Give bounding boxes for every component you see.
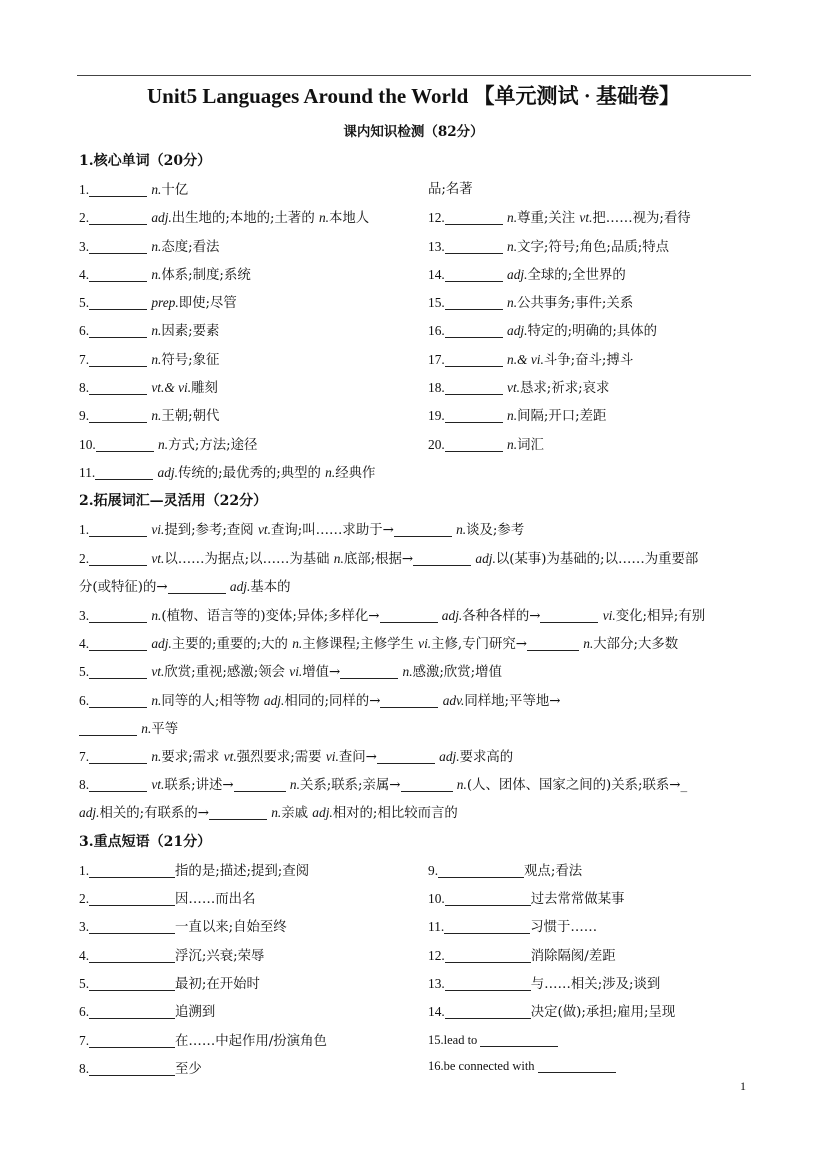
answer-blank[interactable] xyxy=(438,863,524,878)
answer-blank[interactable] xyxy=(89,664,147,679)
answer-blank[interactable] xyxy=(89,551,147,566)
answer-blank[interactable] xyxy=(413,551,471,566)
answer-blank[interactable] xyxy=(89,693,147,708)
answer-blank[interactable] xyxy=(380,608,438,623)
ext-item-3: 3. n.(植物、语言等的)变体;异体;多样化→ adj.各种各样的→ vi.变化;相异;有别 xyxy=(79,608,706,624)
core-word-item: 17. n.& vi.斗争;奋斗;搏斗 xyxy=(428,352,634,368)
answer-blank[interactable] xyxy=(89,1061,175,1076)
phrase-item: 4. 浮沉;兴衰;荣辱 xyxy=(79,948,265,964)
phrase-item: 8. 至少 xyxy=(79,1061,202,1077)
core-word-item: 1. n.十亿 xyxy=(79,182,189,198)
answer-blank[interactable] xyxy=(445,380,503,395)
phrase-item-english: 15.lead to xyxy=(428,1030,558,1050)
answer-blank[interactable] xyxy=(445,323,503,338)
ext-item-6: 6. n.同等的人;相等物 adj.相同的;同样的→ adv.同样地;平等地→ xyxy=(79,693,561,709)
core-word-item: 20. n.词汇 xyxy=(428,437,544,453)
answer-blank[interactable] xyxy=(89,608,147,623)
section-heading-core-words: 1.核心单词（20分） xyxy=(79,153,212,169)
header-rule xyxy=(77,75,751,76)
answer-blank[interactable] xyxy=(89,182,147,197)
core-word-item: 8. vt.& vi.雕刻 xyxy=(79,380,218,396)
phrase-item: 12. 消除隔阂/差距 xyxy=(428,948,616,964)
phrase-item: 5. 最初;在开始时 xyxy=(79,976,260,992)
page-title: Unit5 Languages Around the World 【单元测试 · 基础卷】 xyxy=(146,84,681,108)
answer-blank[interactable] xyxy=(209,805,267,820)
phrase-item: 7. 在……中起作用/扮演角色 xyxy=(79,1033,327,1049)
answer-blank[interactable] xyxy=(89,408,147,423)
answer-blank[interactable] xyxy=(96,437,154,452)
phrase-item: 10. 过去常常做某事 xyxy=(428,891,625,907)
answer-blank[interactable] xyxy=(89,267,147,282)
phrase-item-english: 16.be connected with xyxy=(428,1056,616,1076)
phrase-item: 14. 决定(做);承担;雇用;呈现 xyxy=(428,1004,676,1020)
answer-blank[interactable] xyxy=(89,777,147,792)
core-word-item: 9. n.王朝;朝代 xyxy=(79,408,220,424)
answer-blank[interactable] xyxy=(445,408,503,423)
answer-blank[interactable] xyxy=(89,1033,175,1048)
answer-blank[interactable] xyxy=(168,579,226,594)
core-word-item: 5. prep.即使;尽管 xyxy=(79,295,237,311)
answer-blank[interactable] xyxy=(234,777,286,792)
answer-blank[interactable] xyxy=(527,636,579,651)
section-heading-key-phrases: 3.重点短语（21分） xyxy=(79,834,212,850)
answer-blank[interactable] xyxy=(95,465,153,480)
page-number: 1 xyxy=(740,1079,746,1093)
core-word-item: 11. adj.传统的;最优秀的;典型的 n.经典作 xyxy=(79,465,376,481)
core-word-item: 6. n.因素;要素 xyxy=(79,323,220,339)
core-word-item: 7. n.符号;象征 xyxy=(79,352,220,368)
ext-item-2-cont: 分(或特征)的→ adj.基本的 xyxy=(79,579,291,595)
ext-item-4: 4. adj.主要的;重要的;大的 n.主修课程;主修学生 vi.主修,专门研究→ n.大部分;大多数 xyxy=(79,636,679,652)
core-word-item: 10. n.方式;方法;途径 xyxy=(79,437,258,453)
section-heading-extended-vocab: 2.拓展词汇—灵活用（22分） xyxy=(79,493,268,509)
answer-blank[interactable] xyxy=(445,352,503,367)
answer-blank[interactable] xyxy=(89,352,147,367)
phrase-item: 3. 一直以来;自始至终 xyxy=(79,919,287,935)
phrase-item: 13. 与……相关;涉及;谈到 xyxy=(428,976,661,992)
core-word-item: 14. adj.全球的;全世界的 xyxy=(428,267,626,283)
core-word-item: 18. vt.恳求;祈求;哀求 xyxy=(428,380,610,396)
answer-blank[interactable] xyxy=(445,891,531,906)
phrase-item: 11. 习惯于…… xyxy=(428,919,598,935)
phrase-item: 2. 因……而出名 xyxy=(79,891,256,907)
answer-blank[interactable] xyxy=(444,919,530,934)
ext-item-7: 7. n.要求;需求 vt.强烈要求;需要 vi.查问→ adj.要求高的 xyxy=(79,749,514,765)
answer-blank[interactable] xyxy=(89,380,147,395)
answer-blank[interactable] xyxy=(89,863,175,878)
answer-blank[interactable] xyxy=(79,721,137,736)
ext-item-8-cont: adj.相关的;有联系的→ n.亲戚 adj.相对的;相比较而言的 xyxy=(79,805,458,821)
core-word-item: 12. n.尊重;关注 vt.把……视为;看待 xyxy=(428,210,691,226)
answer-blank[interactable] xyxy=(540,608,598,623)
answer-blank[interactable] xyxy=(445,1004,531,1019)
answer-blank[interactable] xyxy=(445,976,531,991)
answer-blank[interactable] xyxy=(445,239,503,254)
answer-blank[interactable] xyxy=(377,749,435,764)
answer-blank[interactable] xyxy=(380,693,438,708)
answer-blank[interactable] xyxy=(445,210,503,225)
answer-blank[interactable] xyxy=(89,239,147,254)
answer-blank[interactable] xyxy=(89,1004,175,1019)
phrase-item: 6. 追溯到 xyxy=(79,1004,216,1020)
answer-blank[interactable] xyxy=(340,664,398,679)
core-word-item: 16. adj.特定的;明确的;具体的 xyxy=(428,323,658,339)
answer-blank[interactable] xyxy=(89,891,175,906)
core-word-item: 19. n.间隔;开口;差距 xyxy=(428,408,607,424)
core-word-item: 2. adj.出生地的;本地的;土著的 n.本地人 xyxy=(79,210,370,226)
core-word-item: 13. n.文字;符号;角色;品质;特点 xyxy=(428,239,670,255)
answer-blank[interactable] xyxy=(89,210,147,225)
core-word-item: 3. n.态度;看法 xyxy=(79,239,220,255)
ext-item-5: 5. vt.欣赏;重视;感激;领会 vi.增值→ n.感激;欣赏;增值 xyxy=(79,664,502,680)
answer-blank[interactable] xyxy=(445,948,531,963)
phrase-item: 9. 观点;看法 xyxy=(428,863,583,879)
core-word-item: 4. n.体系;制度;系统 xyxy=(79,267,251,283)
answer-blank[interactable] xyxy=(89,522,147,537)
page-subtitle: 课内知识检测（82分） xyxy=(343,124,484,140)
answer-blank[interactable] xyxy=(480,1032,558,1047)
answer-blank[interactable] xyxy=(89,948,175,963)
ext-item-8: 8. vt.联系;讲述→ n.关系;联系;亲属→ n.(人、团体、国家之间的)关系;联系→_ xyxy=(79,777,688,793)
answer-blank[interactable] xyxy=(445,437,503,452)
answer-blank[interactable] xyxy=(89,295,147,310)
answer-blank[interactable] xyxy=(89,323,147,338)
answer-blank[interactable] xyxy=(89,636,147,651)
core-word-item: 15. n.公共事务;事件;关系 xyxy=(428,295,634,311)
answer-blank[interactable] xyxy=(445,295,503,310)
answer-blank[interactable] xyxy=(89,919,175,934)
ext-item-1: 1. vi.提到;参考;查阅 vt.查询;叫……求助于→ n.谈及;参考 xyxy=(79,522,525,538)
answer-blank[interactable] xyxy=(401,777,453,792)
ext-item-2: 2. vt.以……为据点;以……为基础 n.底部;根据→ adj.以(某事)为基础的;以……为重要部 xyxy=(79,551,699,567)
ext-item-6-cont: n.平等 xyxy=(79,719,178,740)
answer-blank[interactable] xyxy=(538,1058,616,1073)
phrase-item: 1. 指的是;描述;提到;查阅 xyxy=(79,863,310,879)
answer-blank[interactable] xyxy=(89,749,147,764)
answer-blank[interactable] xyxy=(89,976,175,991)
core-word-continuation: 品;名著 xyxy=(428,182,473,197)
answer-blank[interactable] xyxy=(445,267,503,282)
answer-blank[interactable] xyxy=(394,522,452,537)
